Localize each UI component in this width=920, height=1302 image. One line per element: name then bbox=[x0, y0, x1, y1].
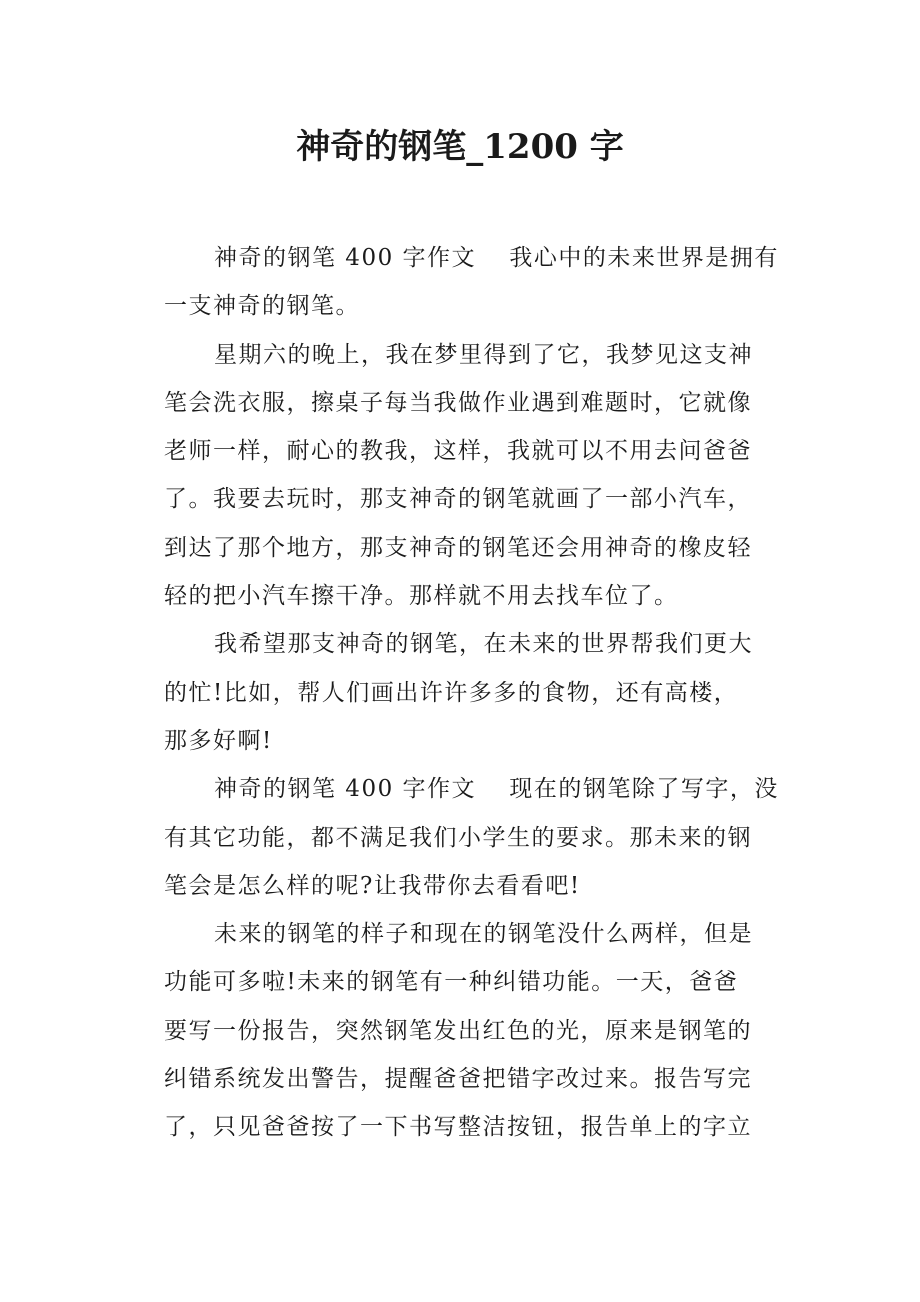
paragraph-2-line-5: 到达了那个地方，那支神奇的钢笔还会用神奇的橡皮轻 bbox=[164, 534, 752, 561]
paragraph-1-line-1: 神奇的钢笔 400 字作文 我心中的未来世界是拥有 bbox=[214, 245, 779, 271]
paragraph-2-line-3: 老师一样，耐心的教我，这样，我就可以不用去问爸爸 bbox=[164, 438, 752, 465]
document-body bbox=[164, 234, 779, 1152]
paragraph-2-line-2: 笔会洗衣服，擦桌子每当我做作业遇到难题时，它就像 bbox=[164, 389, 752, 416]
paragraph-1-line-2: 一支神奇的钢笔。 bbox=[164, 293, 360, 320]
document-title: 神奇的钢笔_1200 字 bbox=[296, 127, 624, 167]
paragraph-5-line-5: 了，只见爸爸按了一下书写整洁按钮，报告单上的字立 bbox=[164, 1114, 752, 1141]
paragraph-5-line-2: 功能可多啦!未来的钢笔有一种纠错功能。一天，爸爸 bbox=[164, 969, 739, 996]
paragraph-4-line-3: 笔会是怎么样的呢?让我带你去看看吧! bbox=[164, 872, 581, 899]
paragraph-3-line-1: 我希望那支神奇的钢笔，在未来的世界帮我们更大 bbox=[214, 631, 753, 658]
paragraph-2-line-6: 轻的把小汽车擦干净。那样就不用去找车位了。 bbox=[164, 583, 679, 610]
paragraph-3-line-2: 的忙!比如，帮人们画出许许多多的食物，还有高楼， bbox=[164, 679, 739, 706]
paragraph-5-line-3: 要写一份报告，突然钢笔发出红色的光，原来是钢笔的 bbox=[164, 1017, 752, 1044]
paragraph-4-line-2: 有其它功能，都不满足我们小学生的要求。那未来的钢 bbox=[164, 824, 752, 851]
paragraph-5-line-1: 未来的钢笔的样子和现在的钢笔没什么两样，但是 bbox=[214, 921, 753, 948]
paragraph-4-line-1: 神奇的钢笔 400 字作文 现在的钢笔除了写字，没 bbox=[214, 776, 779, 803]
paragraph-5-line-4: 纠错系统发出警告，提醒爸爸把错字改过来。报告写完 bbox=[164, 1066, 752, 1093]
paragraph-3-line-3: 那多好啊! bbox=[164, 727, 273, 754]
paragraph-2-line-4: 了。我要去玩时，那支神奇的钢笔就画了一部小汽车， bbox=[164, 486, 752, 513]
paragraph-2-line-1: 星期六的晚上，我在梦里得到了它，我梦见这支神 bbox=[214, 341, 753, 368]
